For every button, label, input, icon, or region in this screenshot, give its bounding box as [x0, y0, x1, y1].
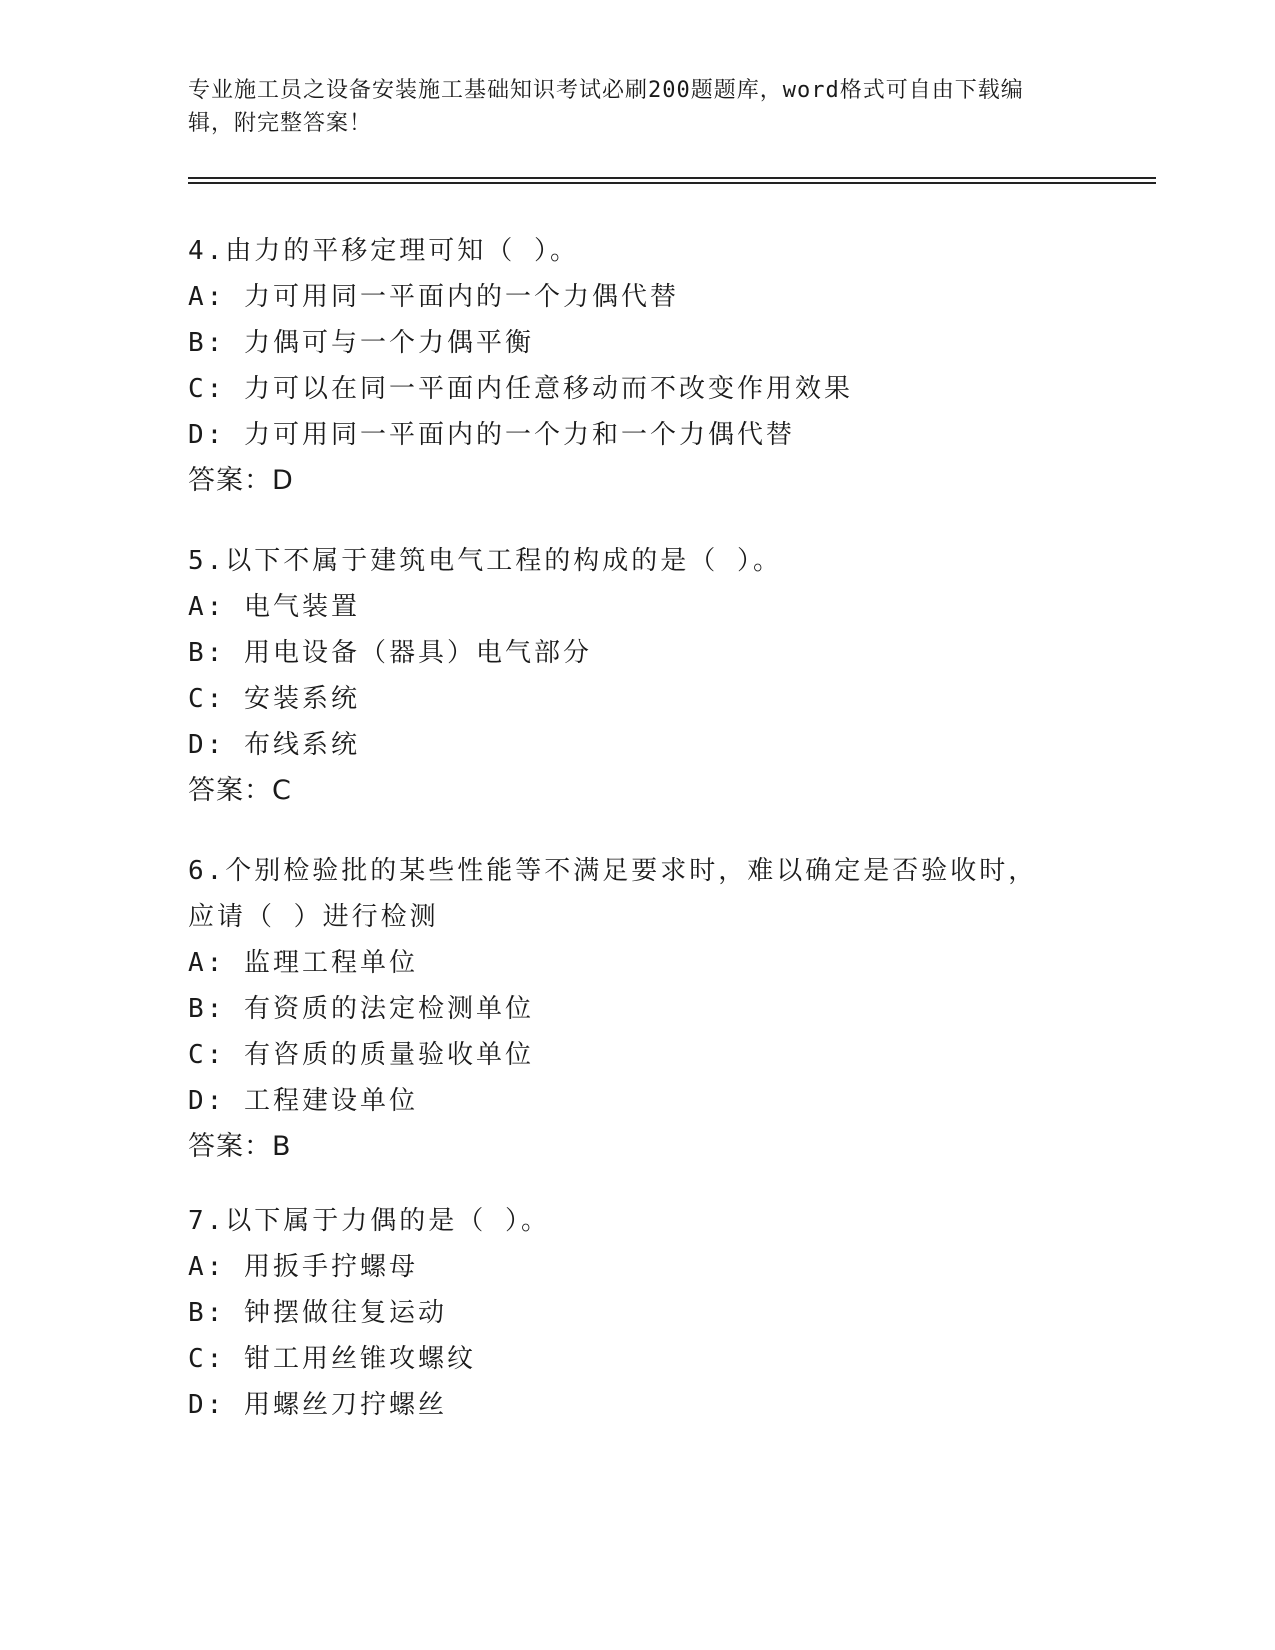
option-d: D: 用螺丝刀拧螺丝 — [188, 1390, 447, 1420]
question-5 — [188, 538, 1088, 814]
option-d: D: 工程建设单位 — [188, 1086, 418, 1116]
question-6 — [188, 848, 1048, 1170]
option-b: B: 钟摆做往复运动 — [188, 1298, 447, 1328]
question-4 — [188, 228, 1088, 504]
option-b: B: 力偶可与一个力偶平衡 — [188, 328, 534, 358]
question-stem: 4.由力的平移定理可知（ ）。 — [188, 236, 579, 266]
document-title: 专业施工员之设备安装施工基础知识考试必刷200题题库，word格式可自由下载编辑，附完整答案！ — [188, 78, 1024, 136]
option-c: C: 有咨质的质量验收单位 — [188, 1040, 534, 1070]
option-c: C: 力可以在同一平面内任意移动而不改变作用效果 — [188, 374, 853, 404]
header-divider-top — [188, 177, 1156, 179]
option-b: B: 用电设备（器具）电气部分 — [188, 638, 592, 668]
option-a: A: 监理工程单位 — [188, 948, 418, 978]
answer: 答案：C — [188, 775, 292, 806]
option-a: A: 电气装置 — [188, 592, 360, 622]
question-stem: 6.个别检验批的某些性能等不满足要求时，难以确定是否验收时，应请（ ）进行检测 — [188, 856, 1038, 932]
question-stem: 5.以下不属于建筑电气工程的构成的是（ ）。 — [188, 546, 782, 576]
question-stem: 7.以下属于力偶的是（ ）。 — [188, 1206, 550, 1236]
option-c: C: 钳工用丝锥攻螺纹 — [188, 1344, 476, 1374]
question-7 — [188, 1198, 1088, 1428]
option-d: D: 力可用同一平面内的一个力和一个力偶代替 — [188, 420, 795, 450]
option-c: C: 安装系统 — [188, 684, 360, 714]
answer: 答案：D — [188, 465, 294, 496]
option-d: D: 布线系统 — [188, 730, 360, 760]
header-divider-bottom — [188, 182, 1156, 184]
answer: 答案：B — [188, 1131, 292, 1162]
option-a: A: 力可用同一平面内的一个力偶代替 — [188, 282, 679, 312]
option-b: B: 有资质的法定检测单位 — [188, 994, 534, 1024]
option-a: A: 用扳手拧螺母 — [188, 1252, 418, 1282]
